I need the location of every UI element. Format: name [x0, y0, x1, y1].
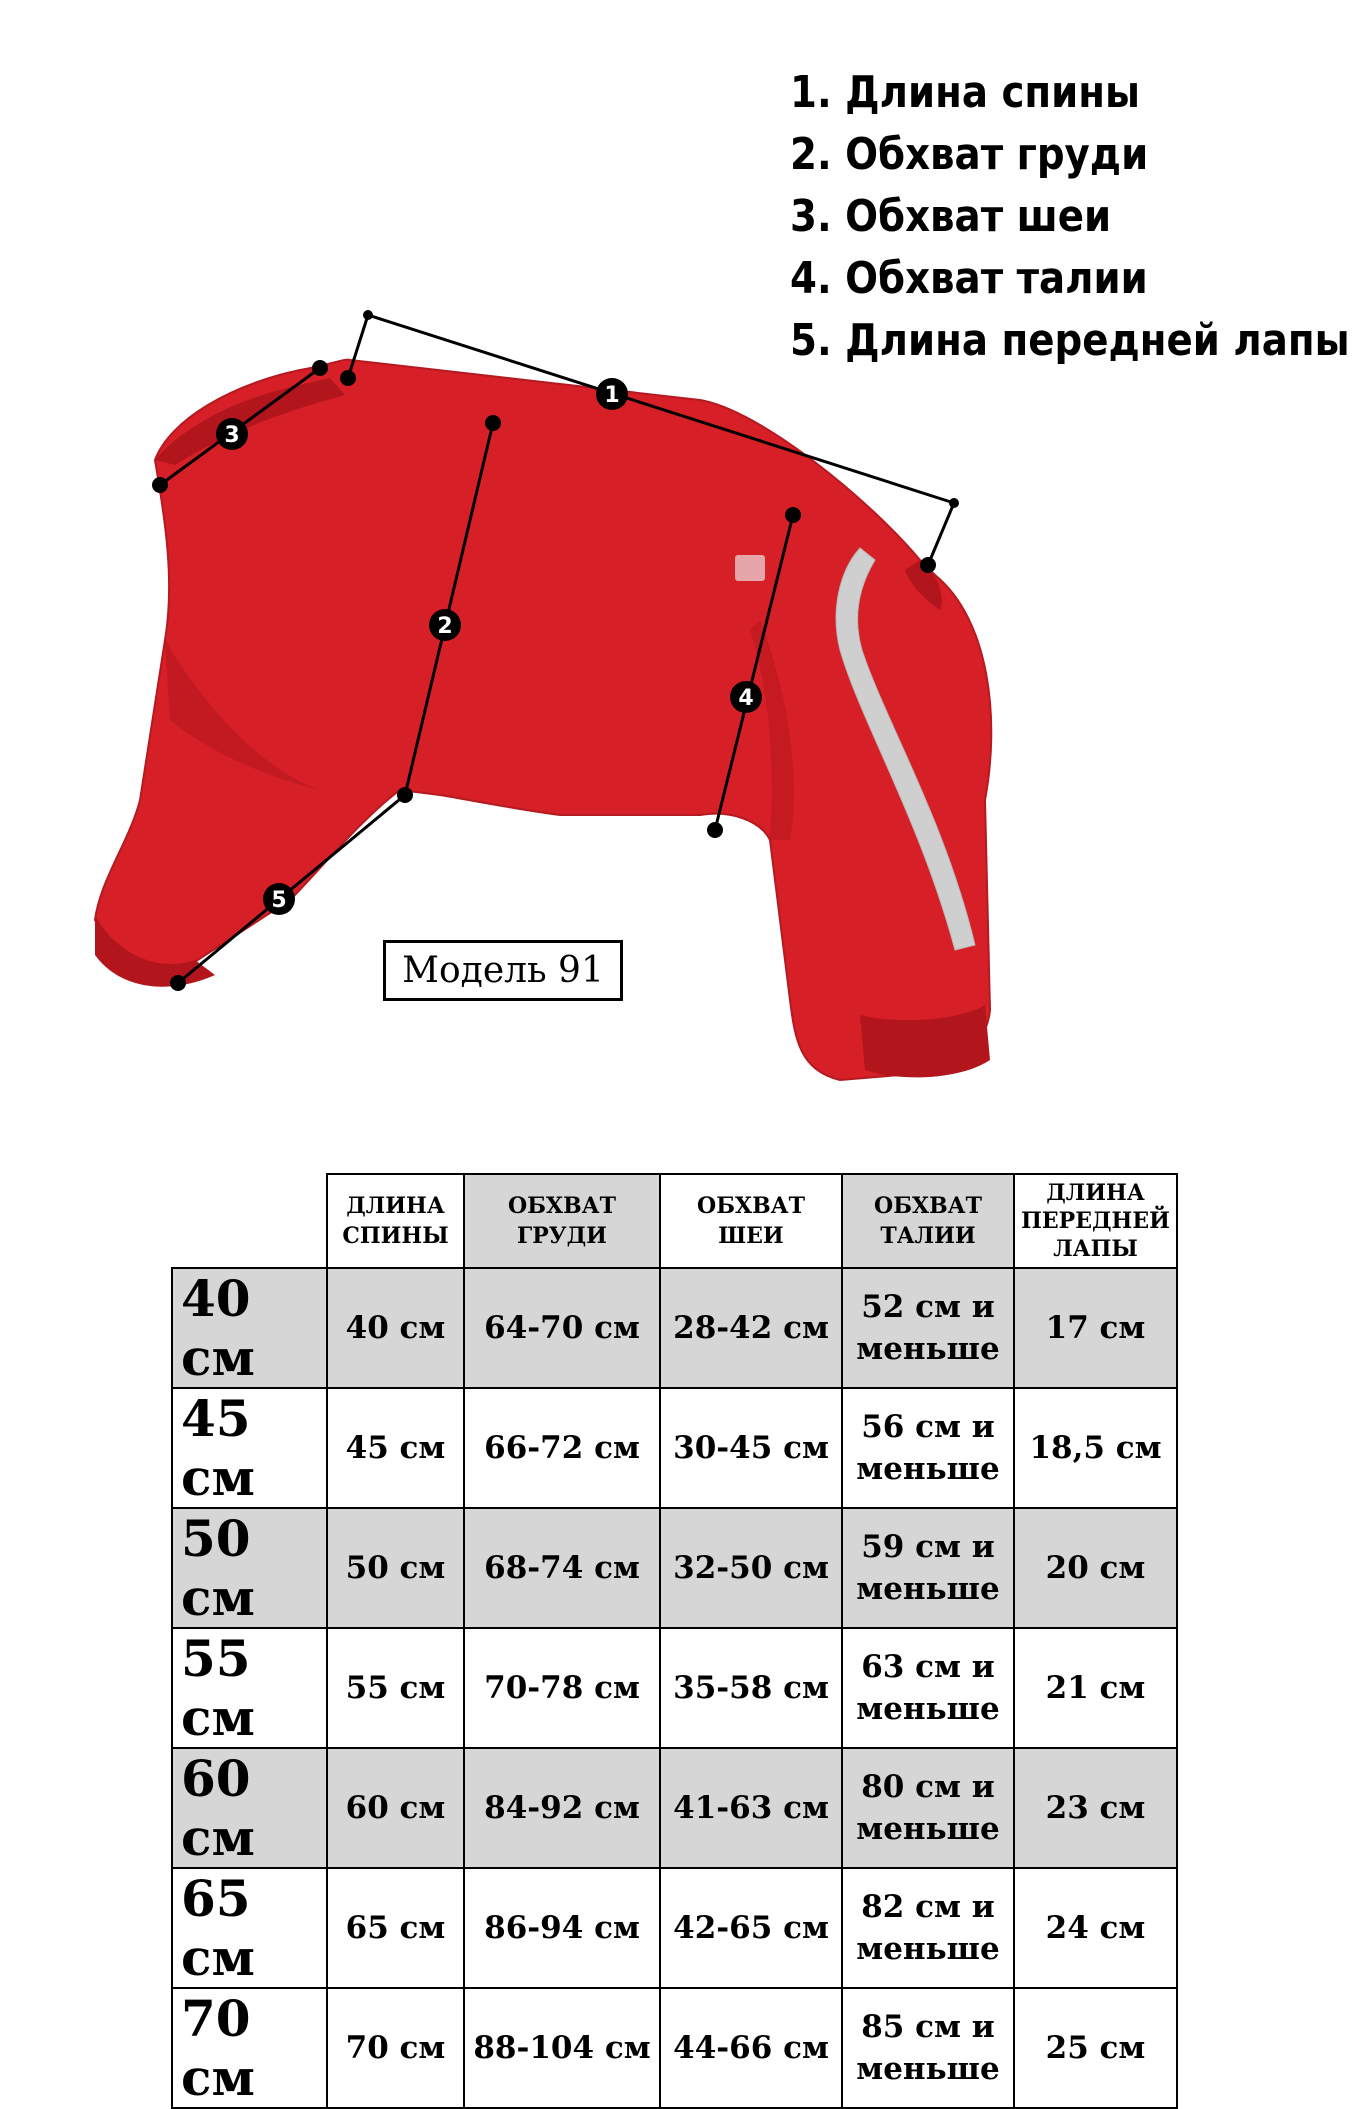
- table-cell: 35-58 см: [660, 1628, 842, 1748]
- table-row: [172, 1268, 1177, 1388]
- table-cell: 66-72 см: [464, 1388, 660, 1508]
- table-row: [172, 1628, 1177, 1748]
- table-cell: 70-78 см: [464, 1628, 660, 1748]
- marker-4: [730, 681, 762, 713]
- header-front-leg-length: ДЛИНА ПЕРЕДНЕЙ ЛАПЫ: [1014, 1174, 1177, 1268]
- size-label: 55 см: [172, 1628, 327, 1748]
- table-cell: 45 см: [327, 1388, 464, 1508]
- table-corner: [172, 1174, 327, 1268]
- size-label: 45 см: [172, 1388, 327, 1508]
- model-label: Модель 91: [383, 940, 623, 1001]
- size-label: 70 см: [172, 1988, 327, 2108]
- table-cell: 63 см и меньше: [842, 1628, 1014, 1748]
- legend-item-chest-girth: 2. Обхват груди: [790, 129, 1149, 180]
- marker-3: [216, 418, 248, 450]
- header-waist-girth: ОБХВАТ ТАЛИИ: [842, 1174, 1014, 1268]
- table-cell: 64-70 см: [464, 1268, 660, 1388]
- table-row: [172, 1988, 1177, 2108]
- size-label: 60 см: [172, 1748, 327, 1868]
- marker-2: [429, 609, 461, 641]
- header-chest-girth: ОБХВАТ ГРУДИ: [464, 1174, 660, 1268]
- table-cell: 52 см и меньше: [842, 1268, 1014, 1388]
- table-cell: 56 см и меньше: [842, 1388, 1014, 1508]
- table-cell: 88-104 см: [464, 1988, 660, 2108]
- header-neck-girth: ОБХВАТ ШЕИ: [660, 1174, 842, 1268]
- table-cell: 86-94 см: [464, 1868, 660, 1988]
- table-header-row: [172, 1174, 1177, 1268]
- table-cell: 60 см: [327, 1748, 464, 1868]
- table-cell: 18,5 см: [1014, 1388, 1177, 1508]
- table-cell: 41-63 см: [660, 1748, 842, 1868]
- size-label: 40 см: [172, 1268, 327, 1388]
- table-row: [172, 1748, 1177, 1868]
- table-row: [172, 1868, 1177, 1988]
- table-cell: 24 см: [1014, 1868, 1177, 1988]
- table-cell: 42-65 см: [660, 1868, 842, 1988]
- table-row: [172, 1388, 1177, 1508]
- table-cell: 40 см: [327, 1268, 464, 1388]
- table-cell: 80 см и меньше: [842, 1748, 1014, 1868]
- size-label: 50 см: [172, 1508, 327, 1628]
- marker-5: [263, 883, 295, 915]
- table-cell: 23 см: [1014, 1748, 1177, 1868]
- table-cell: 20 см: [1014, 1508, 1177, 1628]
- size-label: 65 см: [172, 1868, 327, 1988]
- svg-text:5: 5: [271, 888, 287, 913]
- header-back-length: ДЛИНА СПИНЫ: [327, 1174, 464, 1268]
- table-cell: 32-50 см: [660, 1508, 842, 1628]
- size-table: [171, 1173, 1178, 2109]
- table-cell: 17 см: [1014, 1268, 1177, 1388]
- table-cell: 85 см и меньше: [842, 1988, 1014, 2108]
- legend-item-waist-girth: 4. Обхват талии: [790, 253, 1148, 304]
- table-cell: 50 см: [327, 1508, 464, 1628]
- table-cell: 65 см: [327, 1868, 464, 1988]
- table-row: [172, 1508, 1177, 1628]
- table-cell: 25 см: [1014, 1988, 1177, 2108]
- table-cell: 28-42 см: [660, 1268, 842, 1388]
- table-cell: 30-45 см: [660, 1388, 842, 1508]
- legend-item-neck-girth: 3. Обхват шеи: [790, 191, 1112, 242]
- table-cell: 21 см: [1014, 1628, 1177, 1748]
- svg-text:2: 2: [437, 614, 453, 639]
- brand-tag-icon: [735, 555, 765, 581]
- legend-item-front-leg-length: 5. Длина передней лапы: [790, 315, 1350, 366]
- svg-text:3: 3: [224, 423, 240, 448]
- table-cell: 68-74 см: [464, 1508, 660, 1628]
- legend-item-back-length: 1. Длина спины: [790, 67, 1141, 118]
- table-cell: 44-66 см: [660, 1988, 842, 2108]
- table-cell: 84-92 см: [464, 1748, 660, 1868]
- svg-text:1: 1: [604, 383, 620, 408]
- table-cell: 70 см: [327, 1988, 464, 2108]
- table-cell: 59 см и меньше: [842, 1508, 1014, 1628]
- table-cell: 55 см: [327, 1628, 464, 1748]
- marker-1: [596, 378, 628, 410]
- table-cell: 82 см и меньше: [842, 1868, 1014, 1988]
- svg-text:4: 4: [738, 686, 754, 711]
